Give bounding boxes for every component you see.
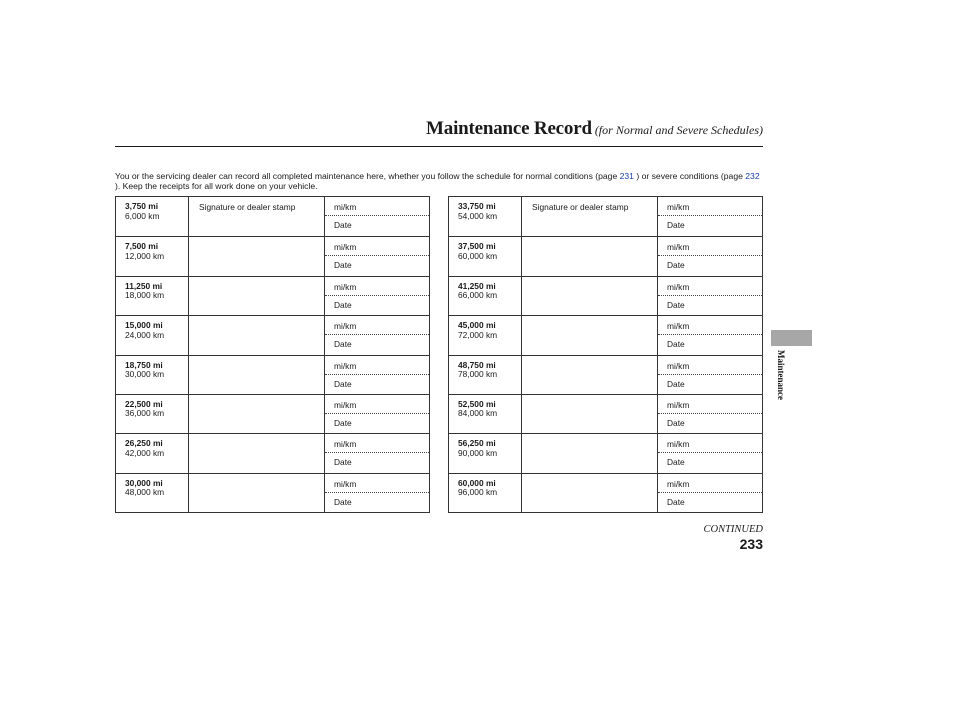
table-row [116,394,429,433]
signature-cell[interactable] [189,237,325,275]
record-cell [325,474,429,512]
mileage-mi: 11,250 mi [125,280,163,291]
intro-text: ). Keep the receipts for all work done on your vehicle. [115,181,318,191]
mikm-field[interactable] [325,197,429,216]
mileage-km: 6,000 km [125,210,160,221]
table-row [116,276,429,315]
table-row [449,236,762,275]
mileage-mi: 18,750 mi [125,359,163,370]
date-label: Date [667,260,685,271]
table-row [449,433,762,472]
date-label: Date [334,417,352,428]
signature-label: Signature or dealer stamp [532,202,629,212]
date-field[interactable] [658,256,762,275]
maintenance-table-left [115,196,430,513]
mileage-km: 72,000 km [458,329,498,340]
signature-cell[interactable] [189,395,325,433]
mikm-label: mi/km [667,360,690,371]
mileage-cell [449,395,522,433]
mileage-mi: 30,000 mi [125,477,163,488]
date-field[interactable] [658,216,762,236]
table-row [449,473,762,512]
signature-cell[interactable] [522,356,658,394]
mileage-mi: 60,000 mi [458,477,496,488]
table-row [116,433,429,472]
mileage-cell [116,434,189,472]
date-field[interactable] [325,414,429,433]
mikm-field[interactable] [658,356,762,375]
mikm-label: mi/km [667,321,690,332]
record-cell [658,237,762,275]
mikm-label: mi/km [667,439,690,450]
date-field[interactable] [658,453,762,472]
signature-cell[interactable] [522,395,658,433]
section-label: Maintenance [776,350,786,400]
date-label: Date [667,339,685,350]
mileage-cell [116,356,189,394]
record-cell [325,197,429,236]
mikm-field[interactable] [658,395,762,414]
mikm-field[interactable] [325,277,429,296]
mileage-km: 78,000 km [458,369,498,380]
mileage-km: 36,000 km [125,408,165,419]
mikm-field[interactable] [325,237,429,256]
signature-label: Signature or dealer stamp [199,202,296,212]
section-tab [771,330,812,346]
date-label: Date [334,378,352,389]
date-label: Date [334,496,352,507]
mikm-label: mi/km [334,360,357,371]
record-cell [658,395,762,433]
record-cell [325,356,429,394]
record-cell [658,474,762,512]
date-field[interactable] [325,335,429,354]
mileage-km: 84,000 km [458,408,498,419]
table-row [116,197,429,236]
date-label: Date [667,378,685,389]
mikm-field[interactable] [325,356,429,375]
mileage-km: 54,000 km [458,210,498,221]
intro-text: You or the servicing dealer can record all completed maintenance here, whether you follow the schedule for normal conditions (page [115,171,618,181]
mileage-mi: 15,000 mi [125,320,163,331]
page-link-231[interactable]: 231 [619,171,634,181]
date-label: Date [667,417,685,428]
signature-cell[interactable] [189,474,325,512]
mikm-field[interactable] [658,316,762,335]
mikm-label: mi/km [667,281,690,292]
mikm-label: mi/km [334,478,357,489]
signature-cell[interactable] [189,434,325,472]
mileage-cell [116,237,189,275]
date-label: Date [334,260,352,271]
date-field[interactable] [325,493,429,512]
mileage-km: 30,000 km [125,369,165,380]
signature-cell[interactable] [189,356,325,394]
date-field[interactable] [325,296,429,315]
mikm-field[interactable] [658,277,762,296]
mileage-mi: 56,250 mi [458,438,496,449]
record-cell [658,316,762,354]
table-row [116,315,429,354]
mileage-cell [116,395,189,433]
mikm-field[interactable] [658,197,762,216]
record-cell [658,434,762,472]
date-field[interactable] [658,493,762,512]
mileage-cell [449,277,522,315]
mikm-label: mi/km [667,399,690,410]
signature-cell[interactable] [189,277,325,315]
date-label: Date [667,220,685,230]
date-label: Date [334,299,352,310]
record-cell [658,277,762,315]
continued-label: CONTINUED [703,524,763,535]
date-label: Date [334,457,352,468]
date-field[interactable] [325,256,429,275]
mileage-mi: 48,750 mi [458,359,496,370]
table-row [449,394,762,433]
mikm-label: mi/km [667,242,690,253]
mikm-label: mi/km [334,242,357,253]
mileage-km: 90,000 km [458,447,498,458]
record-cell [325,434,429,472]
mikm-label: mi/km [667,478,690,489]
page-header [115,118,763,147]
maintenance-table-right [448,196,763,513]
mileage-mi: 45,000 mi [458,320,496,331]
date-field[interactable] [325,375,429,394]
signature-cell[interactable] [522,474,658,512]
signature-cell[interactable] [522,434,658,472]
mileage-cell [449,474,522,512]
table-row [449,355,762,394]
record-cell [325,316,429,354]
mileage-mi: 3,750 mi [125,201,159,211]
date-field[interactable] [658,375,762,394]
date-field[interactable] [325,453,429,472]
signature-cell[interactable] [522,277,658,315]
mikm-field[interactable] [325,316,429,335]
date-field[interactable] [658,296,762,315]
mikm-label: mi/km [334,321,357,332]
mileage-mi: 37,500 mi [458,241,496,252]
mileage-mi: 7,500 mi [125,241,159,252]
signature-cell[interactable] [522,237,658,275]
mileage-km: 96,000 km [458,487,498,498]
mileage-cell [449,237,522,275]
intro-text: ) or severe conditions (page [636,171,743,181]
mikm-field[interactable] [658,474,762,493]
mileage-cell [449,434,522,472]
table-row [116,236,429,275]
record-cell [325,277,429,315]
record-cell [658,356,762,394]
table-row [449,197,762,236]
mileage-mi: 41,250 mi [458,280,496,291]
mileage-mi: 52,500 mi [458,398,496,409]
intro-paragraph [115,171,765,191]
mileage-mi: 22,500 mi [125,398,163,409]
mileage-km: 42,000 km [125,447,165,458]
signature-cell[interactable] [522,316,658,354]
mikm-label: mi/km [334,281,357,292]
page-number: 233 [739,536,763,552]
page-title: Maintenance Record [426,118,592,139]
signature-cell[interactable] [522,197,658,236]
mileage-cell [449,197,522,236]
mikm-field[interactable] [658,237,762,256]
date-label: Date [667,299,685,310]
date-label: Date [667,496,685,507]
mileage-km: 48,000 km [125,487,165,498]
table-row [449,276,762,315]
date-field[interactable] [658,335,762,354]
mileage-cell [449,316,522,354]
mileage-cell [449,356,522,394]
table-row [116,473,429,512]
mileage-km: 18,000 km [125,290,165,301]
mileage-km: 12,000 km [125,250,165,261]
mikm-label: mi/km [334,202,357,212]
mileage-mi: 26,250 mi [125,438,163,449]
mikm-label: mi/km [334,399,357,410]
mileage-km: 66,000 km [458,290,498,301]
mikm-field[interactable] [325,434,429,453]
mileage-km: 60,000 km [458,250,498,261]
date-field[interactable] [658,414,762,433]
date-label: Date [334,339,352,350]
mileage-cell [116,197,189,236]
record-cell [658,197,762,236]
mileage-km: 24,000 km [125,329,165,340]
record-cell [325,237,429,275]
date-label: Date [667,457,685,468]
signature-cell[interactable] [189,197,325,236]
mikm-field[interactable] [325,474,429,493]
mikm-label: mi/km [334,439,357,450]
mikm-field[interactable] [658,434,762,453]
mikm-field[interactable] [325,395,429,414]
record-cell [325,395,429,433]
signature-cell[interactable] [189,316,325,354]
mileage-cell [116,316,189,354]
mileage-mi: 33,750 mi [458,201,496,211]
page-link-232[interactable]: 232 [745,171,760,181]
mikm-label: mi/km [667,202,690,212]
date-field[interactable] [325,216,429,236]
date-label: Date [334,220,352,230]
mileage-cell [116,474,189,512]
table-row [116,355,429,394]
page-subtitle: (for Normal and Severe Schedules) [594,123,763,137]
mileage-cell [116,277,189,315]
table-row [449,315,762,354]
